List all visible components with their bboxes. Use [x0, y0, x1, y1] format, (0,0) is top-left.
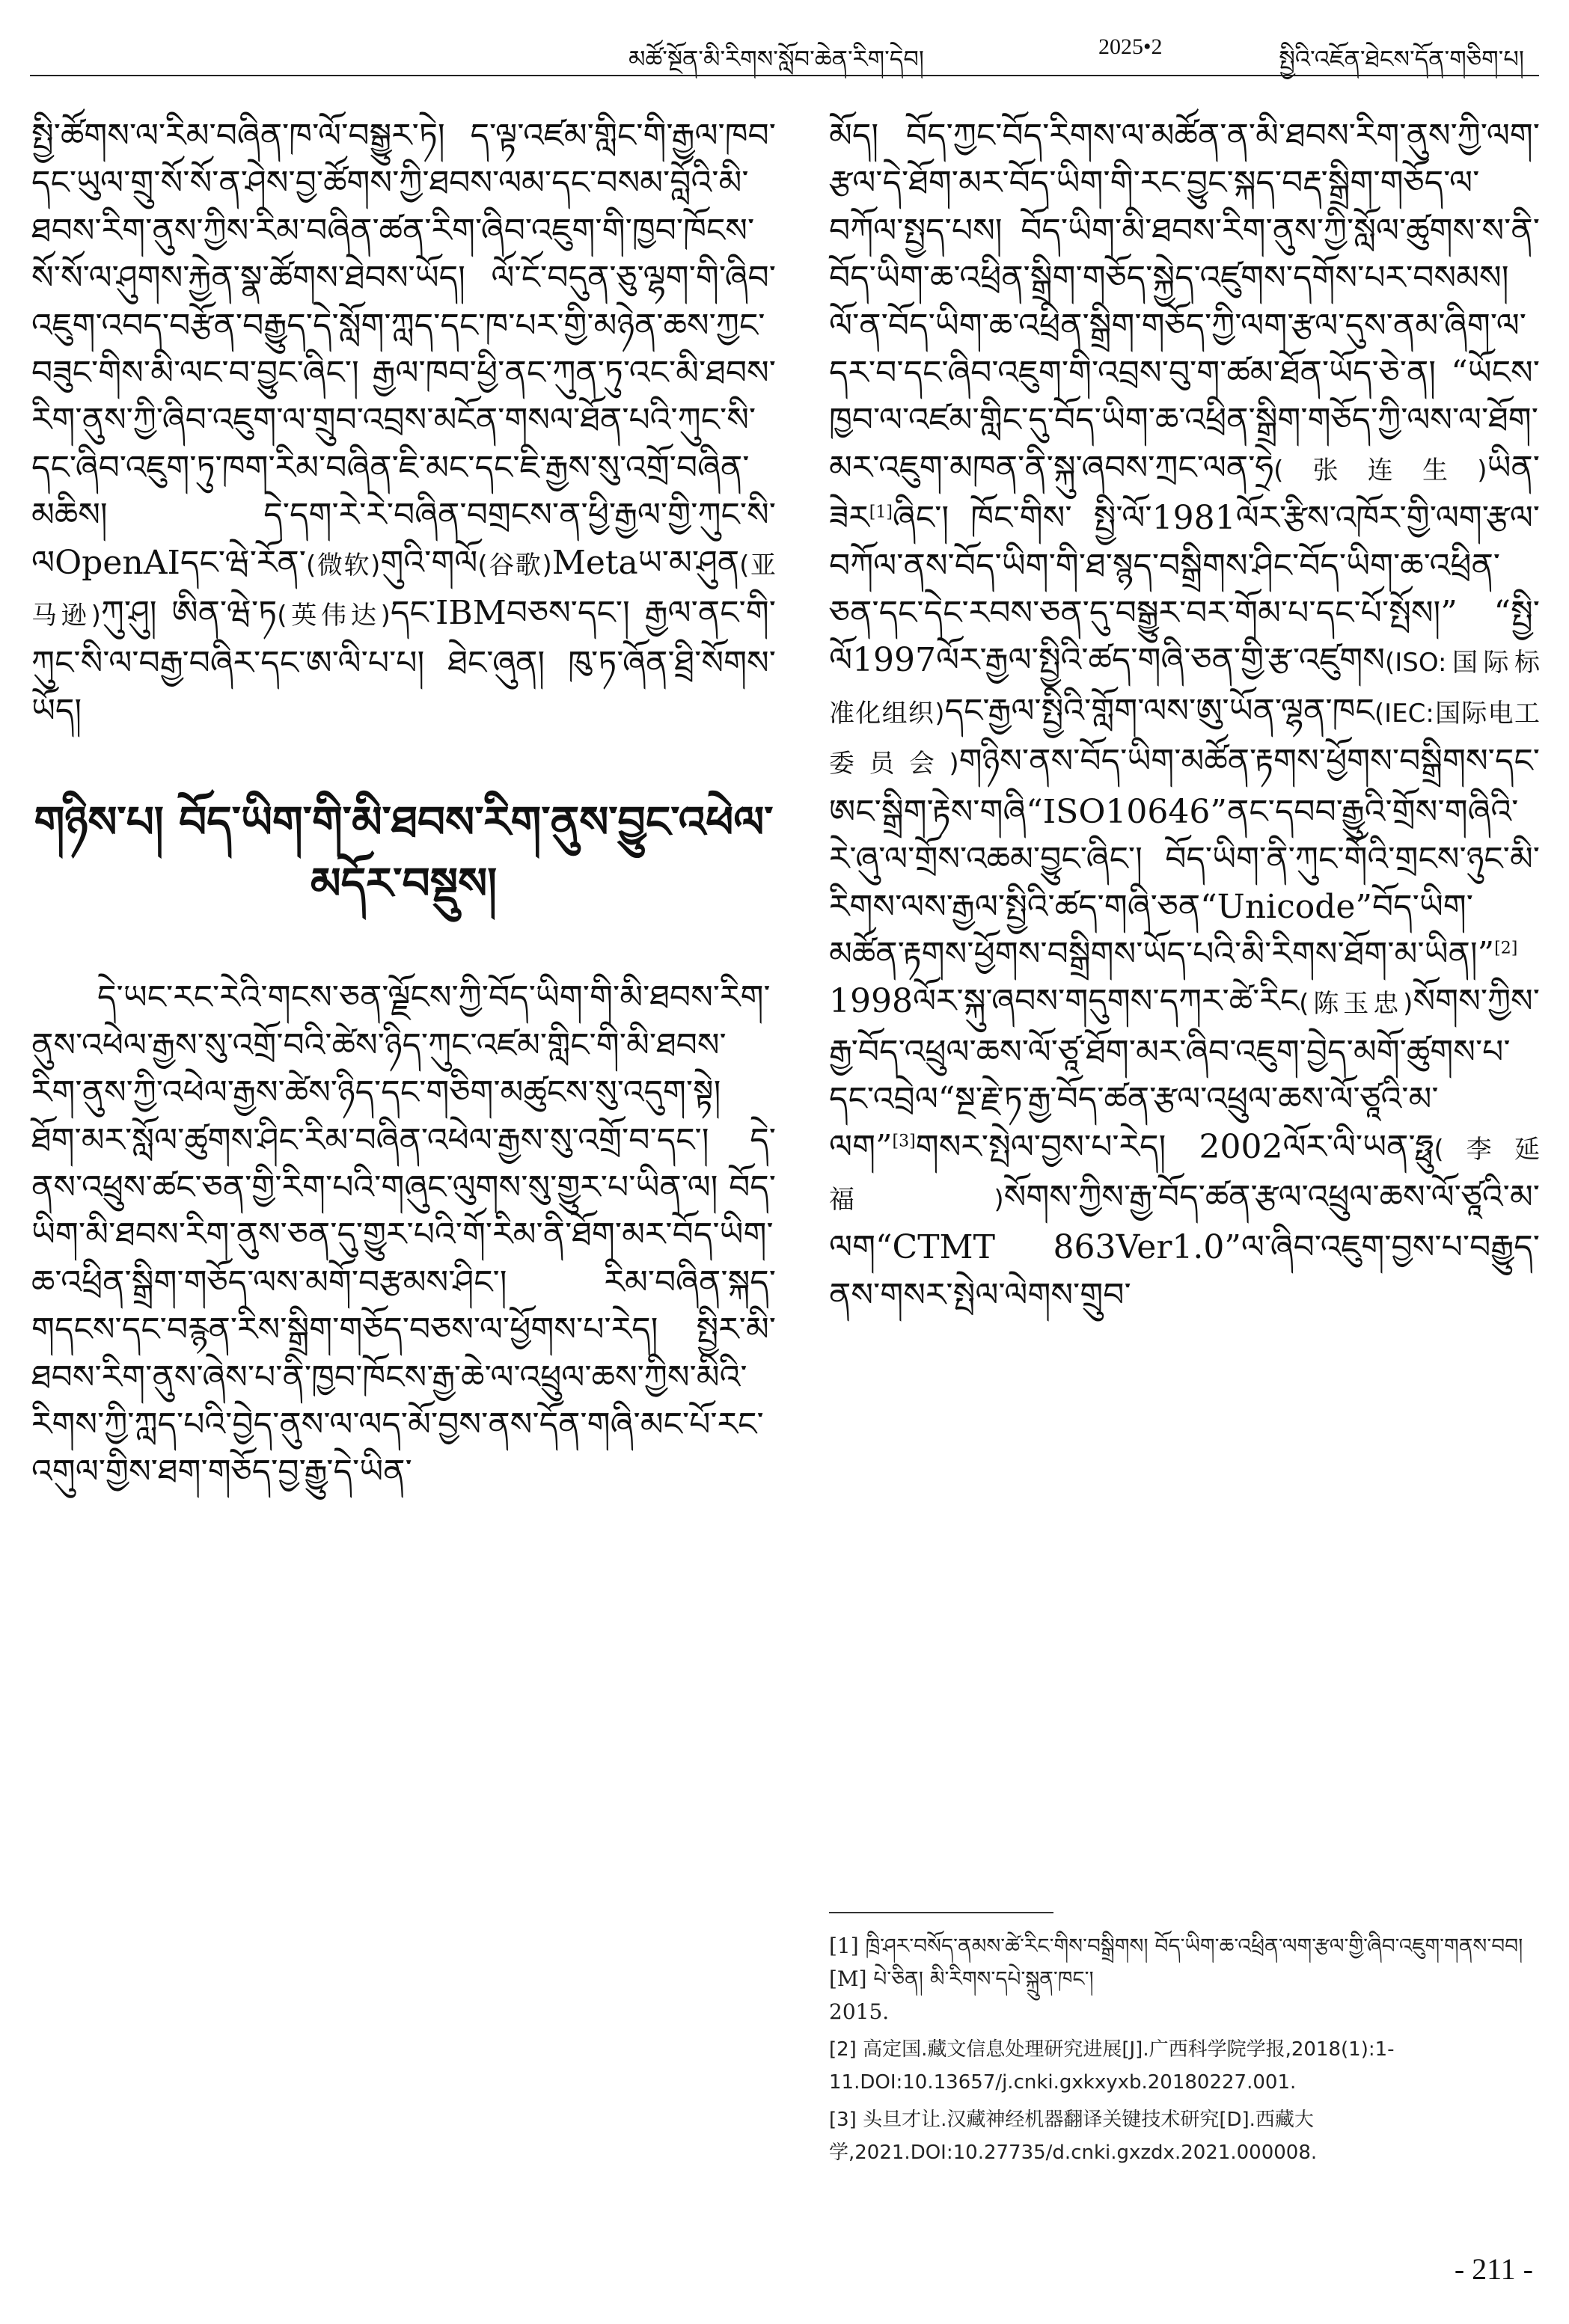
- footnote-divider: [829, 1912, 1053, 1913]
- footnote-ref-1: [1]: [869, 503, 893, 522]
- section-title: སྤྱིའི་འཇོན་ཐེངས་དོན་གཅིག་པ།: [1279, 45, 1524, 73]
- left-column: [31, 112, 776, 1496]
- section-heading: གཉིས་པ། བོད་ཡིག་གི་མི་ཐབས་རིག་ནུས་བྱུང་འཕེལ་མདོར་བསྡུས།: [34, 797, 774, 910]
- footnote-1: [1] ཁྲི་ཤར་བསོད་ནམས་ཚེ་རིང་གིས་བསྒྲིགས། བོད་ཡིག་ཆ་འཕྲིན་ལག་རྩལ་གྱི་ཞིབ་འཇུག་གནས་བབ། [M] པེ་ཅིན། མི་རིགས་དཔེ་སྐྲུན་ཁང་། 2015.: [829, 1934, 1523, 2024]
- footnote-2: [2] 高定国.藏文信息处理研究进展[J].广西科学院学报,2018(1):1-11.DOI:10.13657/j.cnki.gxkxyxb.20180227.001.: [829, 2038, 1395, 2094]
- paragraph-2: དེ་ཡང་རང་རེའི་གངས་ཅན་ལྗོངས་ཀྱི་བོད་ཡིག་གི་མི་ཐབས་རིག་ནུས་འཕེལ་རྒྱས་སུ་འགྲོ་བའི་ཚེས་ཉིད་ཀུང་འཛམ་གླིང་གི་མི་ཐབས་རིག་ནུས་ཀྱི་འཕེལ་རྒྱས་ཚེས་ཉིད་དང་གཅིག་མཚུངས་སུ་འདུག་སྟེ། ཐོག་མར་སློལ་ཚུགས་ཤིང་རིམ་བཞིན་འཕེལ་རྒྱས་སུ་འགྲོ་བ་དང་། དེ་ནས་འཕྲུས་ཚང་ཅན་གྱི་རིག་པའི་གཞུང་ལུགས་སུ་གྱུར་པ་ཡིན་ལ། བོད་ཡིག་མི་ཐབས་རིག་ནུས་ཅན་དུ་གྱུར་པའི་གོ་རིམ་ནི་ཐོག་མར་བོད་ཡིག་ཆ་འཕྲིན་སྒྲིག་གཅོད་ལས་མགོ་བརྩམས་ཤིང་། རིམ་བཞིན་སྐད་གདངས་དང་བརྙན་རིས་སྒྲིག་གཅོད་བཅས་ལ་ཕྱོགས་པ་རེད། སྤྱིར་མི་ཐབས་རིག་ནུས་ཞེས་པ་ནི་ཁྱབ་ཁོངས་རྒྱ་ཆེ་ལ་འཕྲུལ་ཆས་ཀྱིས་མིའི་རིགས་ཀྱི་ཀླད་པའི་བྱེད་ནུས་ལ་ལད་མོ་བྱས་ནས་དོན་གཞི་མང་པོ་རང་འགུལ་གྱིས་ཐག་གཅོད་བྱ་རྒྱུ་དེ་ཡིན་: [31, 978, 776, 1491]
- paragraph-1: སྤྱི་ཚོགས་ལ་རིམ་བཞིན་ཁ་ལོ་བསྒྱུར་ཏེ། ད་ལྟ་འཛམ་གླིང་གི་རྒྱལ་ཁབ་དང་ཡུལ་གྲུ་སོ་སོ་ན་ཤེས་བྱ་ཚོགས་ཀྱི་ཐབས་ལམ་དང་བསམ་བློའི་མི་ཐབས་རིག་ནུས་ཀྱིས་རིམ་བཞིན་ཚན་རིག་ཞིབ་འཇུག་གི་ཁྱབ་ཁོངས་སོ་སོ་ལ་ཤུགས་རྐྱེན་སྣ་ཚོགས་ཐེབས་ཡོད། ལོ་ངོ་བདུན་ཅུ་ལྷག་གི་ཞིབ་འཇུག་འབད་བརྩོན་བརྒྱུད་དེ་སློག་ཀླད་དང་ཁ་པར་གྱི་མཉེན་ཆས་ཀྱང་བཟུང་གིས་མི་ལང་བ་བྱུང་ཞིང་། རྒྱལ་ཁབ་ཕྱི་ནང་ཀུན་ཏུ་འང་མི་ཐབས་རིག་ནུས་ཀྱི་ཞིབ་འཇུག་ལ་གྲུབ་འབྲས་མངོན་གསལ་ཐོན་པའི་ཀུང་སི་དང་ཞིབ་འཇུག་ཏུ་ཁག་རིམ་བཞིན་ཇི་མང་དང་ཇི་རྒྱས་སུ་འགྲོ་བཞིན་མཆིས། དེ་དག་རེ་རེ་བཞིན་བགྲངས་ན་ཕྱི་རྒྱལ་གྱི་ཀུང་སི་ལOpenAIདང་ཝེ་རོན་(微软)གུའི་གལོ(谷歌)Metaཡ་མ་ཤུན(亚马逊)ཀུ་ཤུ། ཨིན་ཝེ་ཏ(英伟达)དང་IBMབཅས་དང་། རྒྱལ་ནང་གི་ཀུང་སི་ལ་བརྒྱ་བཞིར་དང་ཨ་ལི་པ་པ། ཐེང་ཞུན། ཁུ་ཏ་ཞོན་ཐྲི་སོགས་ཡོད།: [31, 117, 777, 730]
- footnote-ref-3: [3]: [892, 1131, 916, 1150]
- right-column: [829, 112, 1540, 1319]
- issue-number: 2025•2: [1098, 34, 1163, 59]
- footnote-ref-2: [2]: [1494, 939, 1518, 958]
- page-header: [30, 28, 1539, 73]
- footnote-3: [3] 头旦才让.汉藏神经机器翻译关键技术研究[D].西藏大学,2021.DOI:10.27735/d.cnki.gxzdx.2021.000008.: [829, 2109, 1318, 2164]
- header-divider: [30, 75, 1539, 76]
- paragraph-3: མོད། བོད་ཀྱང་བོད་རིགས་ལ་མཚོན་ན་མི་ཐབས་རིག་ནུས་ཀྱི་ལག་རྩལ་དེ་ཐོག་མར་བོད་ཡིག་གི་རང་བྱུང་སྐད་བརྡ་སྒྲིག་གཅོད་ལ་བཀོལ་སྤྱད་པས། བོད་ཡིག་མི་ཐབས་རིག་ནུས་ཀྱི་སློལ་ཚུགས་ས་ནི་བོད་ཡིག་ཆ་འཕྲིན་སྒྲིག་གཅོད་སྐྱེད་འཛུགས་དགོས་པར་བསམས། ལོ་ན་བོད་ཡིག་ཆ་འཕྲིན་སྒྲིག་གཅོད་ཀྱི་ལག་རྩལ་དུས་ནམ་ཞིག་ལ་དར་བ་དང་ཞིབ་འཇུག་གི་འབྲས་བུ་ག་ཚམ་ཐོན་ཡོད་ཅེ་ན། “ཡོངས་ཁྱབ་ལ་འཛམ་གླིང་དུ་བོད་ཡིག་ཆ་འཕྲིན་སྒྲིག་གཅོད་ཀྱི་ལས་ལ་ཐོག་མར་འཇུག་མཁན་ནི་སྐུ་ཞབས་ཀྲང་ལན་ཧྲེ(张连生)ཡིན་ཟེར[1]ཞིང་། ཁོང་གིས་ སྤྱི་ལོ་1981ལོར་རྩིས་འཁོར་གྱི་ལག་རྩལ་བཀོལ་ནས་བོད་ཡིག་གི་ཐ་སྙད་བསྒྲིགས་ཤིང་བོད་ཡིག་ཆ་འཕྲིན་ཅན་དང་དེང་རབས་ཅན་དུ་བསྒྱུར་བར་གོམ་པ་དང་པོ་སྤོས།” “སྤྱི་ལོ1997ལོར་རྒྱལ་སྤྱིའི་ཚད་གཞི་ཅན་གྱི་རྩ་འཛུགས(ISO:国际标准化组织)དང་རྒྱལ་སྤྱིའི་གློག་ལས་ཨུ་ཡོན་ལྷན་ཁང(IEC:国际电工委员会)གཉིས་ནས་བོད་ཡིག་མཚོན་རྟགས་ཕྱོགས་བསྒྲིགས་དང་ཨང་སྒྲིག་རྟེས་གཞི“ISO10646”ནང་དབབ་རྒྱུའི་གྲོས་གཞིའི་རེ་ཞུ་ལ་གྲོས་འཆམ་བྱུང་ཞིང་། བོད་ཡིག་ནི་ཀུང་གོའི་གྲངས་ཉུང་མི་རིགས་ལས་རྒྱལ་སྤྱིའི་ཚད་གཞི་ཅན“Unicode”བོད་ཡིག་མཚོན་རྟགས་ཕྱོགས་བསྒྲིགས་ཡོད་པའི་མི་རིགས་ཐོག་མ་ཡིན།”[2] 1998ལོར་སྐུ་ཞབས་གདུགས་དཀར་ཚེ་རིང(陈玉忠)སོགས་ཀྱིས་རྒྱ་བོད་འཕྲུལ་ཆས་ལོ་ཙཱ་ཐོག་མར་ཞིབ་འཇུག་བྱེད་མགོ་ཚུགས་པ་དང་འབྲེལ“སྔ་རྗེ་ཏ་རྒྱ་བོད་ཚན་རྩལ་འཕྲུལ་ཆས་ལོ་ཙཱའི་མ་ལག”[3]གསར་སྤེལ་བྱས་པ་རེད། 2002ལོར་ལི་ཡན་ཧྥུ(李延福)སོགས་ཀྱིས་རྒྱ་བོད་ཚན་རྩལ་འཕྲུལ་ཆས་ལོ་ཙཱའི་མ་ལག“CTMT 863Ver1.0”ལ་ཞིབ་འཇུག་བྱས་པ་བརྒྱུད་ནས་གསར་སྤེལ་ལེགས་གྲུབ་: [829, 117, 1540, 1314]
- page-number: - 211 -: [1454, 2252, 1533, 2286]
- footnotes: [829, 1930, 1540, 2174]
- journal-title: མཚོ་སྔོན་མི་རིགས་སློབ་ཆེན་རིག་དེབ།: [628, 45, 925, 73]
